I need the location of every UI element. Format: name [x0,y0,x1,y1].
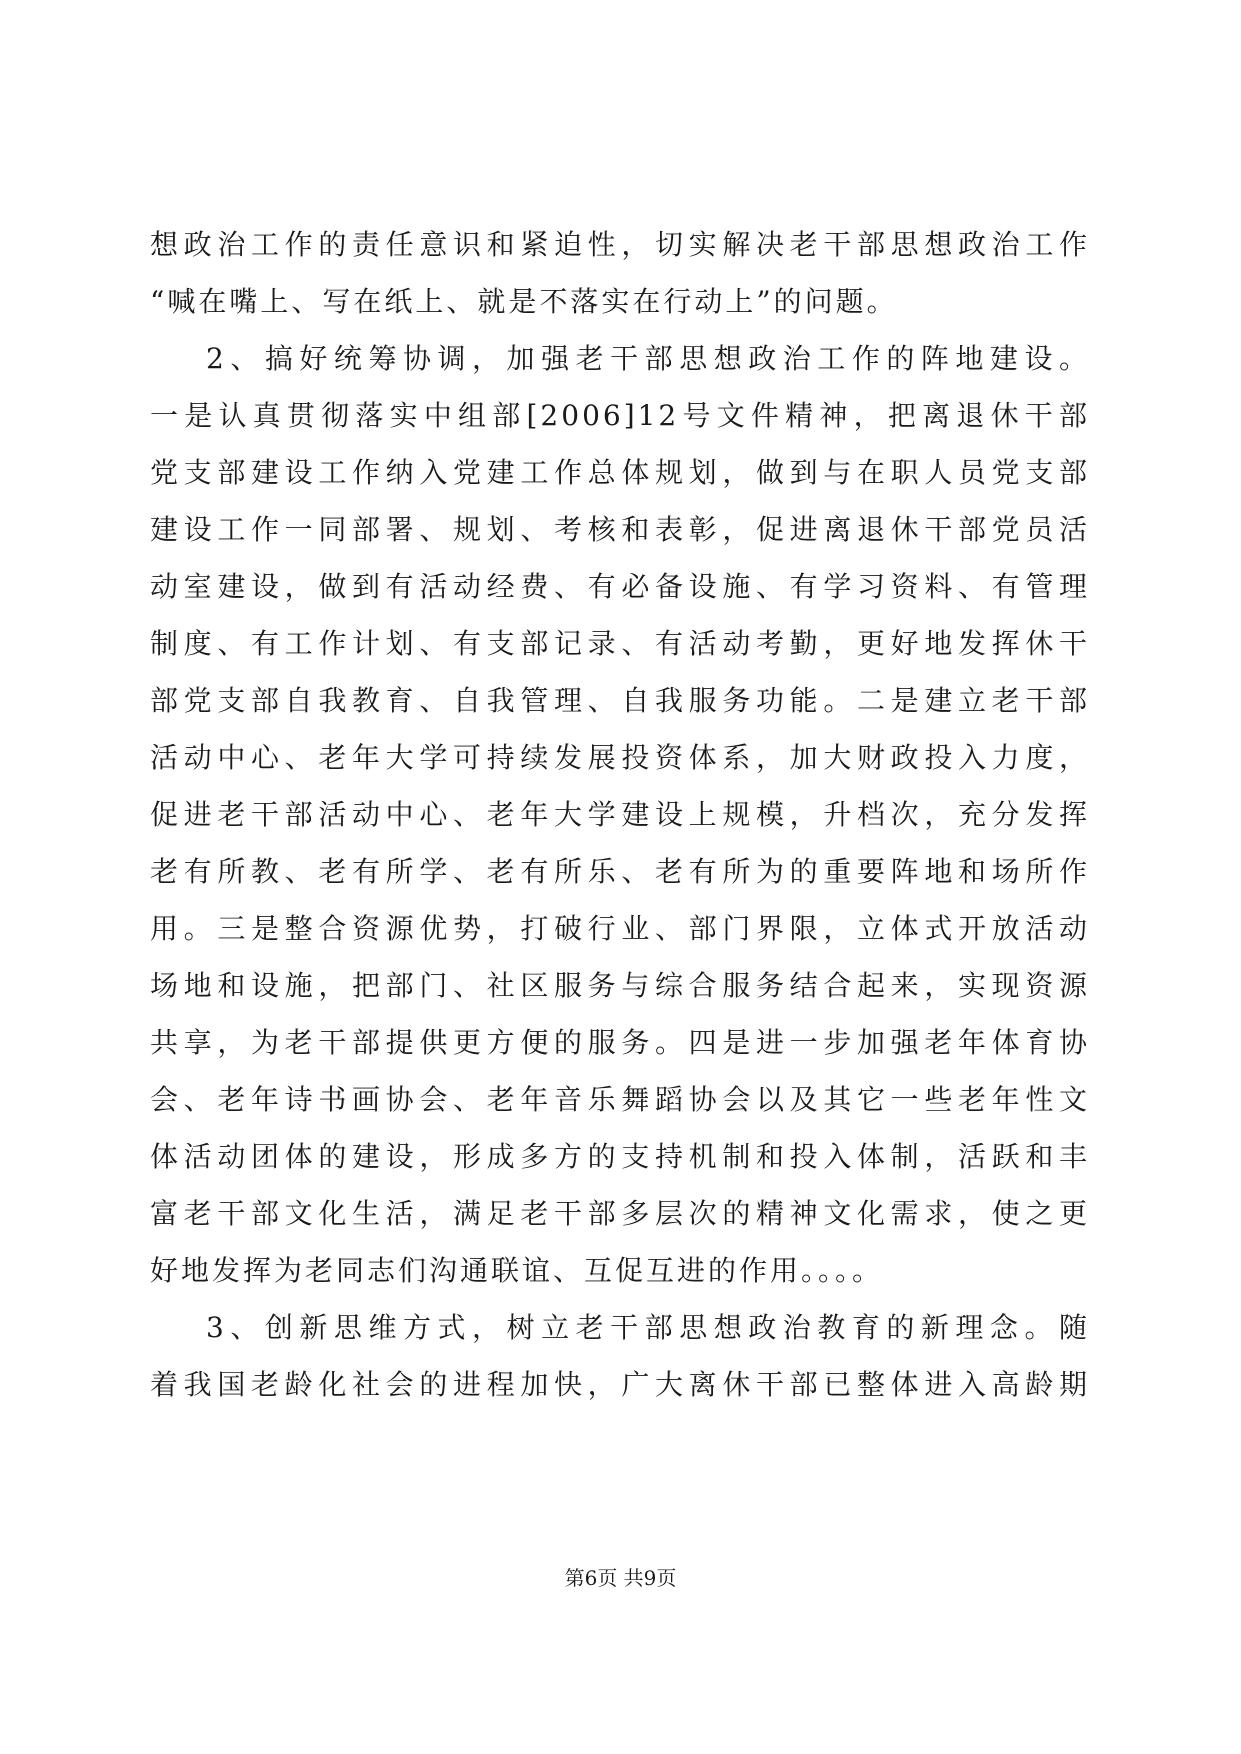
text-line: 想政治工作的责任意识和紧迫性，切实解决老干部思想政治工作 [150,228,1090,261]
text-line: 场地和设施，把部门、社区服务与综合服务结合起来，实现资源 [150,969,1090,1002]
text-line: 建设工作一同部署、规划、考核和表彰，促进离退休干部党员活 [150,513,1090,546]
text-line: 部党支部自我教育、自我管理、自我服务功能。二是建立老干部 [150,684,1090,717]
text-line: 党支部建设工作纳入党建工作总体规划，做到与在职人员党支部 [150,456,1090,489]
text-line: 共享，为老干部提供更方便的服务。四是进一步加强老年体育协 [150,1026,1090,1059]
paragraph-heading-line: 2、搞好统筹协调，加强老干部思想政治工作的阵地建设。 [206,342,1090,375]
text-line: 用。三是整合资源优势，打破行业、部门界限，立体式开放活动 [150,912,1090,945]
text-line: 会、老年诗书画协会、老年音乐舞蹈协会以及其它一些老年性文 [150,1083,1090,1116]
text-line: 体活动团体的建设，形成多方的支持机制和投入体制，活跃和丰 [150,1140,1090,1173]
text-line: 制度、有工作计划、有支部记录、有活动考勤，更好地发挥休干 [150,627,1090,660]
paragraph-heading-line: 3、创新思维方式，树立老干部思想政治教育的新理念。随 [206,1311,1090,1344]
text-line: 着我国老龄化社会的进程加快，广大离休干部已整体进入高龄期 [150,1368,1090,1401]
text-line: 动室建设，做到有活动经费、有必备设施、有学习资料、有管理 [150,570,1090,603]
text-line: 活动中心、老年大学可持续发展投资体系，加大财政投入力度， [150,741,1090,774]
page-footer [0,1564,1241,1592]
text-line: 富老干部文化生活，满足老干部多层次的精神文化需求，使之更 [150,1197,1090,1230]
text-line: “喊在嘴上、写在纸上、就是不落实在行动上”的问题。 [150,285,898,318]
page-number: 第6页 共9页 [564,1566,677,1590]
text-line: 一是认真贯彻落实中组部[2006]12号文件精神，把离退休干部 [150,399,1090,432]
text-line: 促进老干部活动中心、老年大学建设上规模，升档次，充分发挥 [150,798,1090,831]
text-line: 好地发挥为老同志们沟通联谊、互促互进的作用。。。。 [150,1254,884,1287]
text-line: 老有所教、老有所学、老有所乐、老有所为的重要阵地和场所作 [150,855,1090,888]
